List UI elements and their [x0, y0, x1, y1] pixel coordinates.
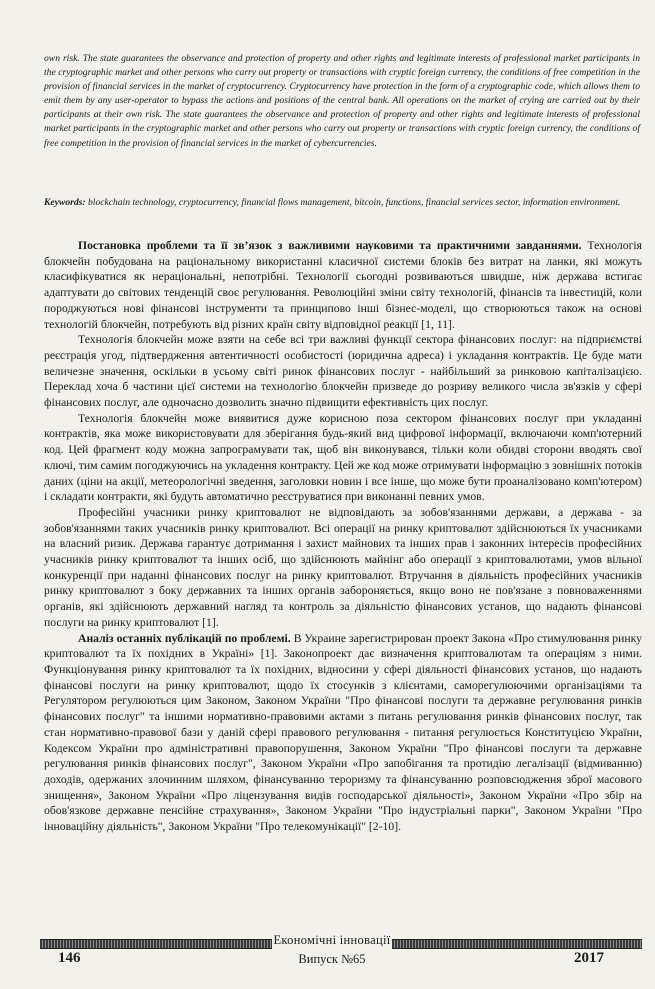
paragraph-participants: Професійні учасники ринку криптовалют не відповідають за зобов'язаннями держави, а держава - за зобов'язаннями таких учасників ринку криптовалют. Всі операції на ринку криптовалют здійснюються їх учасниками на власний ризик. Держава гарантує дотримання і захист майнових та інших прав і законних інтересів професійних учасників ринку криптовалют та інших осіб, що здійснюють майнінг або операції з криптовалютами, умов вільної конкуренції при наданні фінансових послуг на ринку криптовалют. Втручання в діяльність професійних учасників ринку криптовалют з боку державних та інших органів забороняється, якщо воно не пов'язане з повноваженнями органів, які здійснюють державний нагляд та контроль за діяльністю фінансових установ, що надають фінансові послуги на ринку криптовалют [1].	[44, 505, 642, 629]
section-heading-analysis: Аналіз останніх публікацій по проблемі.	[78, 631, 291, 645]
issue-number: Випуск №65	[298, 952, 366, 966]
paragraph-contracts: Технологія блокчейн може виявитися дуже корисною поза сектором фінансових послуг при укладанні контрактів, яка може використовувати для зберігання будь-який вид цифрової інформації, включаючи комп'ютерний код. Цей фрагмент коду можна запрограмувати так, щоб він виконувався, тільки коли обидві сторони вводять свої ключі, тим самим погоджуючись на укладення контракту. Цей же код може отримувати інформацію з зовнішніх потоків даних (ціни на акції, метеорологічні зведення, заголовки новин і все інше, що може бути проаналізовано комп'ютером) і складати контракти, які будуть автоматично реєструватися при виконанні певних умов.	[44, 411, 642, 504]
paragraph-problem-statement: Постановка проблеми та її зв’язок з важливими науковими та практичними завданнями. Технологія блокчейн побудована на раціональному використанні класичної системи блоків без витрат на ланки, які можуть класифікуватися як нераціональні, непотрібні. Технології сьогодні розвиваються швидше, ніж держава встигає адаптувати до світових тенденцій своє регулювання. Революційні зміни світу технологій, фінансів та інвестицій, коли породжуються нові фінансові інструменти та принципово інші бізнес-моделі, що створюються також на основі технологій блокчейн, потребують від різних країн світу відповідної реакції [1, 11].	[44, 239, 642, 331]
keywords-label: Keywords:	[44, 197, 86, 208]
section-heading-problem: Постановка проблеми та її зв’язок з важливими науковими та практичними завданнями.	[78, 239, 582, 252]
footer-rule-left	[40, 939, 272, 949]
keywords-line	[44, 196, 640, 210]
article-body	[44, 238, 642, 835]
page-number: 146	[58, 950, 81, 966]
publication-year: 2017	[574, 950, 604, 966]
paragraph-literature-review: Аналіз останніх публікацій по проблемі. В Украине зарегистрирован проект Закона «Про стимулювання ринку криптовалют та їх похідних в Україні» [1]. Законопроект дає визначення криптовалютам та операціям з ними. Функціонування ринку криптовалют та їх похідних, відносини у сфері діяльності фінансових установ, що надають фінансові послуги на ринку криптовалют, щодо їх стосунків з клієнтами, саморегулюючими організаціями та Регулятором регулюються цим Законом, Законом України "Про фінансові послуги та державне регулювання ринків фінансових послуг" та іншими нормативно-правовими актами з питань регулювання ринків фінансових послуг, так стан нормативно-правової бази у даній сфері правового регулювання - питання регулюється Конституцією України, Кодексом України про адміністративні правопорушення, Законом України "Про фінансові послуги та державне регулювання ринків фінансових послуг", Законом України «Про запобігання та протидію легалізації (відмиванню) доходів, одержаних злочинним шляхом, фінансуванню тероризму та фінансуванню розповсюдження зброї масового знищення», Законом України «Про ліцензування видів господарської діяльності», Законом України «Про збір на обов'язкове державне пенсійне страхування», Законом України "Про індустріальні парки", Законом України "Про інноваційну діяльність", Законом України "Про телекомунікації" [2-10].	[44, 631, 642, 834]
paragraph-functions: Технологія блокчейн може взяти на себе всі три важливі функції сектора фінансових послуг: на підприємстві реєстрація угод, підтвердження автентичності особистості (юридична адреса) і укладання контрактів. Це буде мати величезне значення, оскільки в усьому світі ринок фінансових послуг - найбільший за ринковою капіталізацією. Переклад хоча б частини цієї системи на технологію блокчейн призведе до розриву великого числа зв'язків у сфері фінансових послуг, але одночасно дозволить значно підвищити ефективність цих послуг.	[44, 333, 642, 410]
english-abstract: own risk. The state guarantees the observance and protection of property and other rights and legitimate interests of professional market participants in the cryptographic market and other persons who carry out property or transactions with cryptic foreign currency, the conditions of free competition in the provision of financial services in the market of cryptocurrency. Cryptocurrency have protection in the form of a cryptographic code, which allows them to emit them by any user-operator to bypass the actions and positions of the central bank. All operations on the market of crying are carried out by their participants at their own risk. The state guarantees the observance and protection of property and other rights and legitimate interests of professional market participants in the cryptographic market and other persons who carry out property or transactions with cryptic foreign currency, the conditions of free competition in the provision of financial services in the market of cybercurrencies.	[44, 53, 640, 149]
keywords-text: blockchain technology, cryptocurrency, financial flows management, bitcoin, functions, financial services sector, information environment.	[85, 197, 621, 208]
footer-rule-right	[392, 939, 642, 949]
journal-title: Економічні інновації	[273, 933, 391, 947]
